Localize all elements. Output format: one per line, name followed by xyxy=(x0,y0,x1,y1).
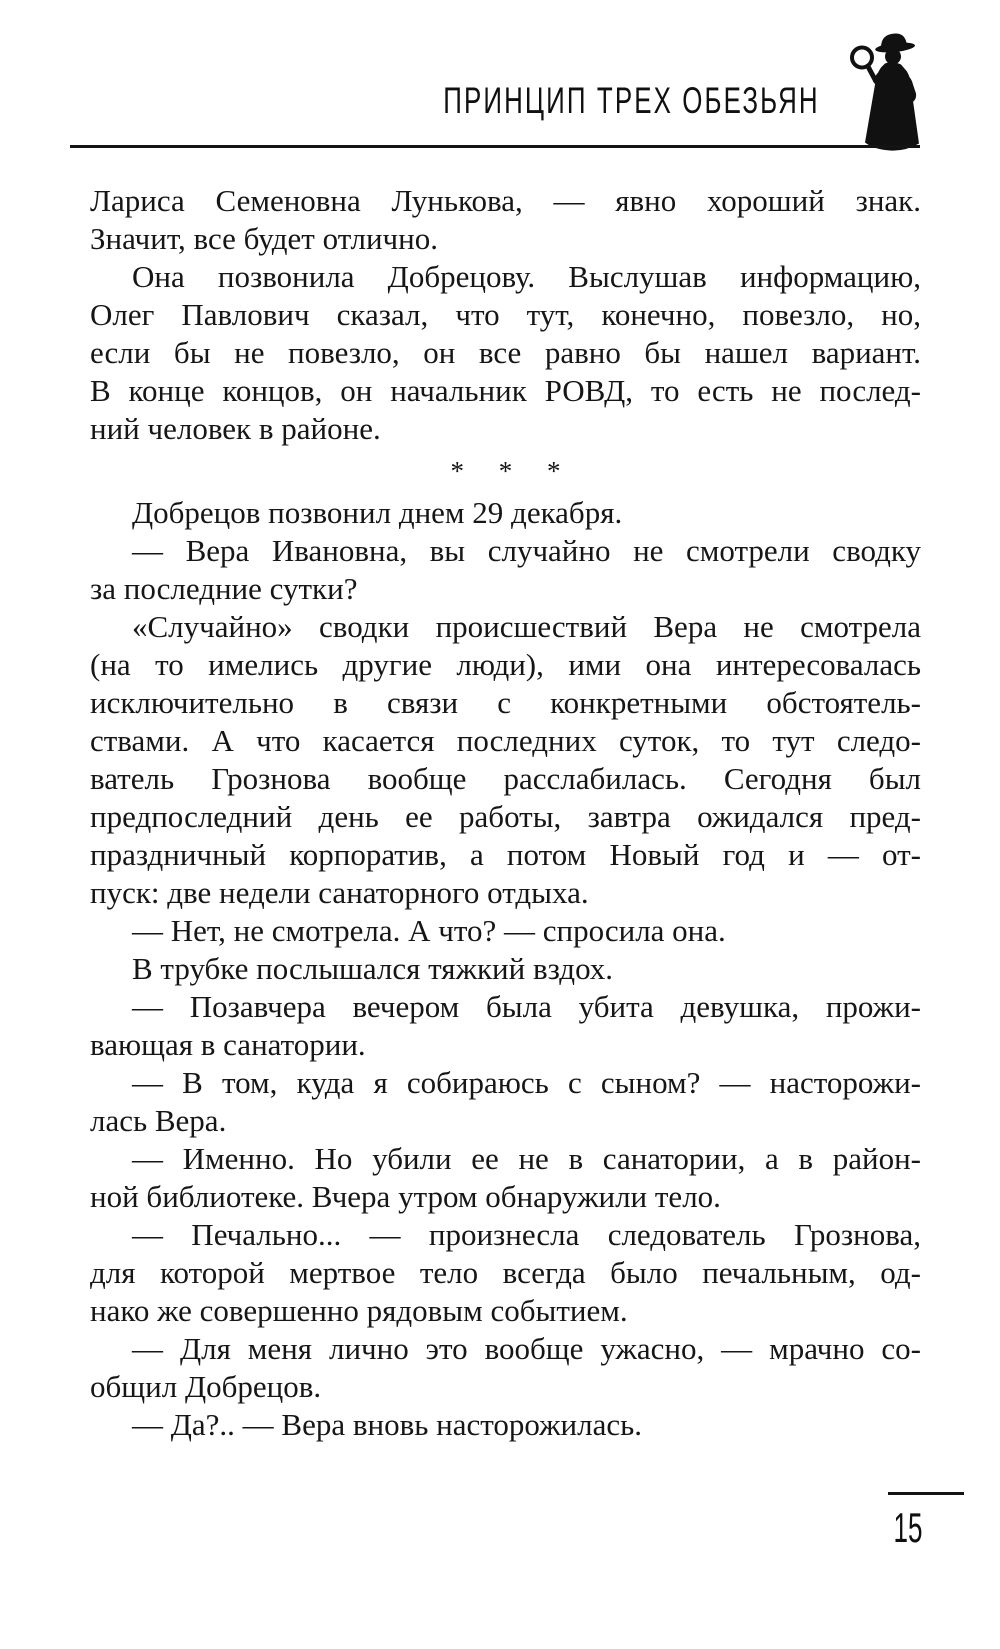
text-line: для которой мертвое тело всегда было печальным, од- xyxy=(90,1255,921,1290)
detective-silhouette-icon xyxy=(843,30,931,151)
text-line: — Для меня лично это вообще ужасно, — мрачно со- xyxy=(132,1331,921,1366)
text-line: праздничный корпоратив, а потом Новый год и — от- xyxy=(90,837,921,872)
text-line: В конце концов, он начальник РОВД, то есть не послед- xyxy=(90,373,921,408)
text-line: — Печально... — произнесла следователь Грознова, xyxy=(132,1217,921,1252)
text-line: Значит, все будет отлично. xyxy=(90,221,438,256)
paragraph xyxy=(90,1330,921,1406)
text-line: вающая в санатории. xyxy=(90,1027,366,1062)
text-line: за последние сутки? xyxy=(90,571,358,606)
text-line: (на то имелись другие люди), ими она интересовалась xyxy=(90,647,921,682)
text-line: — Позавчера вечером была убита девушка, прожи- xyxy=(132,989,921,1024)
text-line: — В том, куда я собираюсь с сыном? — насторожи- xyxy=(132,1065,921,1100)
text-line: — Именно. Но убили ее не в санатории, а в район- xyxy=(132,1141,921,1176)
text-line: — Да?.. — Вера вновь насторожилась. xyxy=(132,1407,642,1442)
paragraph xyxy=(90,532,921,608)
text-line: пуск: две недели санаторного отдыха. xyxy=(90,875,589,910)
text-line: общил Добрецов. xyxy=(90,1369,322,1404)
text-line: нако же совершенно рядовым событием. xyxy=(90,1293,628,1328)
paragraph xyxy=(90,912,921,950)
text-line: В трубке послышался тяжкий вздох. xyxy=(132,951,614,986)
text-line: лась Вера. xyxy=(90,1103,227,1138)
footer-rule xyxy=(888,1492,964,1495)
text-line: если бы не повезло, он все равно бы нашел вариант. xyxy=(90,335,921,370)
paragraph xyxy=(90,1216,921,1330)
paragraph xyxy=(90,1140,921,1216)
text-line: Олег Павлович сказал, что тут, конечно, повезло, но, xyxy=(90,297,921,332)
paragraph xyxy=(90,1064,921,1140)
text-line: предпоследний день ее работы, завтра ожидался пред- xyxy=(90,799,921,834)
scene-break: * * * xyxy=(450,456,575,486)
text-line: ний человек в районе. xyxy=(90,411,381,446)
page-number: 15 xyxy=(893,1504,923,1551)
text-line: — Нет, не смотрела. А что? — спросила она. xyxy=(132,913,726,948)
paragraph xyxy=(90,988,921,1064)
text-line: исключительно в связи с конкретными обстоятель- xyxy=(90,685,921,720)
paragraph xyxy=(90,608,921,912)
paragraph xyxy=(90,182,921,258)
text-line: — Вера Ивановна, вы случайно не смотрели сводку xyxy=(132,533,921,568)
page-body xyxy=(90,182,921,1444)
text-line: ной библиотеке. Вчера утром обнаружили тело. xyxy=(90,1179,721,1214)
running-title: ПРИНЦИП ТРЕХ ОБЕЗЬЯН xyxy=(443,80,820,121)
text-line: Добрецов позвонил днем 29 декабря. xyxy=(132,495,623,530)
paragraph xyxy=(90,1406,921,1444)
text-line: ватель Грознова вообще расслабилась. Сегодня был xyxy=(90,761,921,796)
paragraph xyxy=(90,494,921,532)
text-line: ствами. А что касается последних суток, то тут следо- xyxy=(90,723,921,758)
text-line: «Случайно» сводки происшествий Вера не смотрела xyxy=(132,609,921,644)
text-line: Она позвонила Добрецову. Выслушав информацию, xyxy=(132,259,921,294)
header-rule xyxy=(70,145,920,148)
paragraph xyxy=(90,950,921,988)
paragraph xyxy=(90,258,921,448)
text-line: Лариса Семеновна Лунькова, — явно хороший знак. xyxy=(90,183,921,218)
